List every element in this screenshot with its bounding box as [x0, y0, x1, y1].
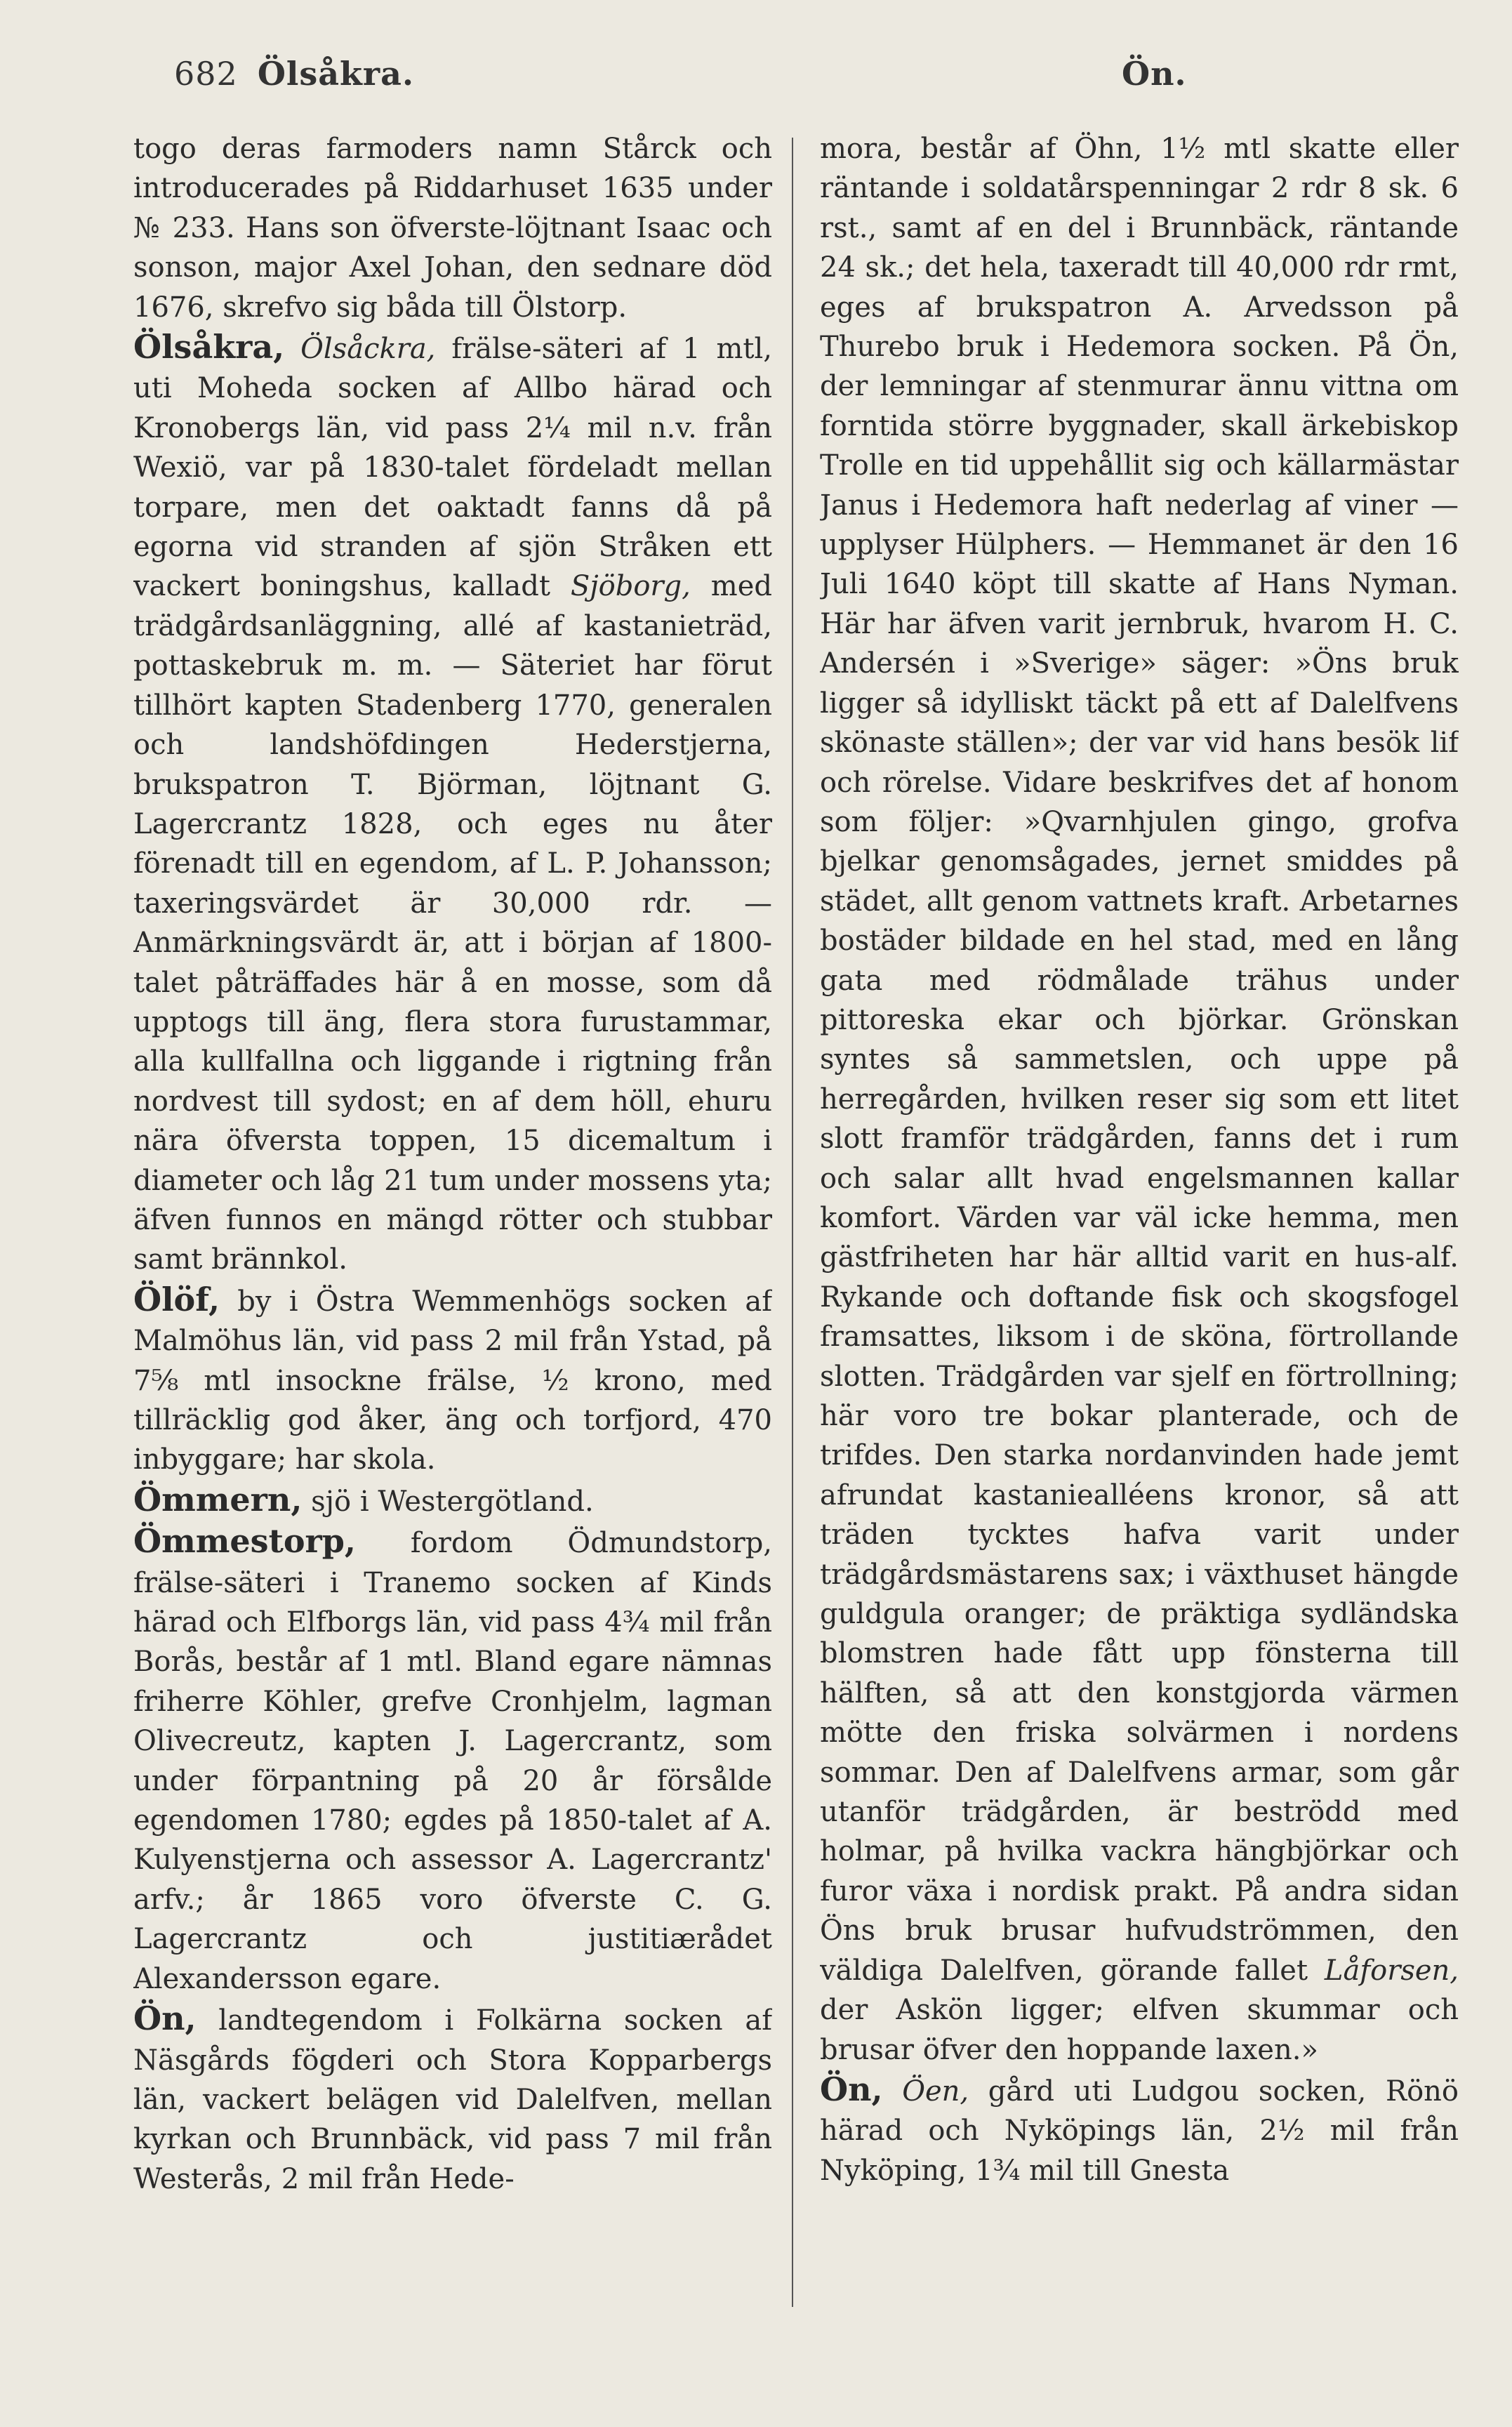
entry-text: fordom Ödmundstorp, frälse-säteri i Tranemo socken af Kinds härad och Elfborgs län, vid pass 4¾ mil från Borås, består af 1 mtl. Bland egare nämnas friherre Köhler, grefve Cronhjelm, lagman Olivecreutz, kapten J. Lagercrantz, som under förpantning på 20 år försålde egendomen 1780; egdes på 1850-talet af A. Kulyenstjerna och assessor A. Lagercrantz' arfv.; år 1865 voro öfverste C. G. Lagercrantz och justitiærådet Alexandersson egare.	[133, 1527, 772, 1995]
entry-headword: Ömmern,	[133, 1480, 303, 1519]
entry-headword: Ölöf,	[133, 1280, 220, 1318]
entry-headword: Ömmestorp,	[133, 1522, 356, 1561]
entry-ommestorp	[133, 1521, 772, 1999]
entry-olsakra	[133, 327, 772, 1280]
right-column	[820, 129, 1459, 2334]
entry-on-folkarna	[133, 1999, 772, 2199]
entry-continuation-paragraph: togo deras farmoders namn Stårck och introducerades på Riddarhuset 1635 under № 233. Hans son öfverste-löjtnant Isaac och sonson, major Axel Johan, den sednare död 1676, skrefvo sig båda till Ölstorp.	[133, 133, 772, 324]
column-divider	[792, 138, 793, 2307]
entry-variant-spelling: Öen,	[902, 2075, 969, 2108]
entry-headword: Ölsåkra,	[133, 328, 285, 366]
entry-text: gård uti Ludgou socken, Rönö härad och Nyköpings län, 2½ mil från Nyköping, 1¾ mil till Gnesta	[820, 2075, 1459, 2187]
running-head-left: Ölsåkra.	[257, 55, 414, 93]
entry-olof	[133, 1280, 772, 1480]
entry-text: landtegendom i Folkärna socken af Näsgårds fögderi och Stora Kopparbergs län, vackert belägen vid Dalelfven, mellan kyrkan och Brunnbäck, vid pass 7 mil från Westerås, 2 mil från Hede-	[133, 2004, 772, 2195]
entry-on-ludgo	[820, 2070, 1459, 2190]
entry-text: mora, består af Öhn, 1½ mtl skatte eller räntande i soldatårspenningar 2 rdr 8 sk. 6 rst., samt af en del i Brunnbäck, räntande 24 sk.; det hela, taxeradt till 40,000 rdr rmt, eges af brukspatron A. Arvedsson på Thurebo bruk i Hedemora socken. På Ön, der lemningar af stenmurar ännu vittna om forntida större byggnader, skall ärkebiskop Trolle en tid uppehållit sig och källarmästar Janus i Hedemora haft nederlag af viner — upplyser Hülphers. — Hemmanet är den 16 Juli 1640 köpt till skatte af Hans Nyman. Här har äfven varit jernbruk, hvarom H. C. Andersén i »Sverige» säger: »Öns bruk ligger så idylliskt täckt på ett af Dalelfvens skönaste ställen»; der var vid hans besök lif och rörelse. Vidare beskrifves det af honom som följer: »Qvarnhjulen gingo, grofva bjelkar genomsågades, jernet smiddes på städet, allt genom vattnets kraft. Arbetarnes bostäder bildade en hel stad, med en lång gata med rödmålade trähus under pittoreska ekar och björkar. Grönskan syntes så sammetslen, och uppe på herregården, hvilken reser sig som ett litet slott framför trädgården, fanns det i rum och salar allt hvad engelsmannen kallar komfort. Värden var väl icke hemma, men gästfriheten har här alltid varit en hus-alf. Rykande och doftande fisk och skogsfogel framsattes, liksom i de sköna, förtrollande slotten. Trädgården var sjelf en förtrollning; här voro tre bokar planterade, och de trifdes. Den starka nordanvinden hade jemt afrundat kastaniealléens kronor, så att träden tycktes hafva varit under trädgårdsmästarens sax; i växthuset hängde guldgula oranger; de präktiga sydländska blomstren hade fått upp fönsterna till hälften, så att den konstgjorda värmen mötte den friska solvärmen i nordens sommar. Den af Dalelfvens armar, som går utanför trädgården, är beströdd med holmar, på hvilka vackra hängbjörkar och furor växa i nordisk prakt. På andra sidan Öns bruk brusar hufvudströmmen, den väldiga Dalelfven, görande fallet	[820, 133, 1459, 1987]
page-number: 682	[174, 55, 238, 93]
entry-continuation-paragraph	[820, 129, 1459, 2070]
entry-ommern	[133, 1480, 772, 1521]
place-name: Låforsen,	[1324, 1954, 1459, 1987]
entry-text: by i Östra Wemmenhögs socken af Malmöhus län, vid pass 2 mil från Ystad, på 7⅝ mtl insockne frälse, ½ krono, med tillräcklig god åker, äng och torfjord, 470 inbyggare; har skola.	[133, 1285, 772, 1476]
entry-text: frälse-säteri af 1 mtl, uti Moheda socken af Allbo härad och Kronobergs län, vid pass 2¼ mil n.v. från Wexiö, var på 1830-talet fördeladt mellan torpare, men det oaktadt fanns då på egorna vid stranden af sjön Stråken ett vackert boningshus, kalladt	[133, 333, 772, 603]
entry-headword: Ön,	[820, 2070, 883, 2108]
entry-text: sjö i Westergötland.	[311, 1485, 594, 1518]
entry-text: med trädgårdsanläggning, allé af kastanieträd, pottaskebruk m. m. — Säteriet har förut tillhört kapten Stadenberg 1770, generalen och landshöfdingen Hederstjerna, brukspatron T. Björman, löjtnant G. Lagercrantz 1828, och eges nu åter förenadt till en egendom, af L. P. Johansson; taxeringsvärdet är 30,000 rdr. — Anmärkningsvärdt är, att i början af 1800-talet påträffades här å en mosse, som då upptogs till äng, flera stora furustammar, alla kullfallna och liggande i rigtning från nordvest till sydost; en af dem höll, ehuru nära öfversta toppen, 15 dicemaltum i diameter och låg 21 tum under mossens yta; äfven funnos en mängd rötter och stubbar samt brännkol.	[133, 570, 772, 1276]
entry-headword: Ön,	[133, 1999, 197, 2038]
place-name: Sjöborg,	[570, 570, 691, 603]
entry-variant-spelling: Ölsåckra,	[300, 333, 436, 366]
entry-text: der Askön ligger; elfven skummar och brusar öfver den hoppande laxen.»	[820, 1994, 1459, 2066]
page-header-left	[174, 55, 414, 93]
running-head-right: Ön.	[1122, 55, 1187, 93]
left-column	[133, 129, 772, 2334]
